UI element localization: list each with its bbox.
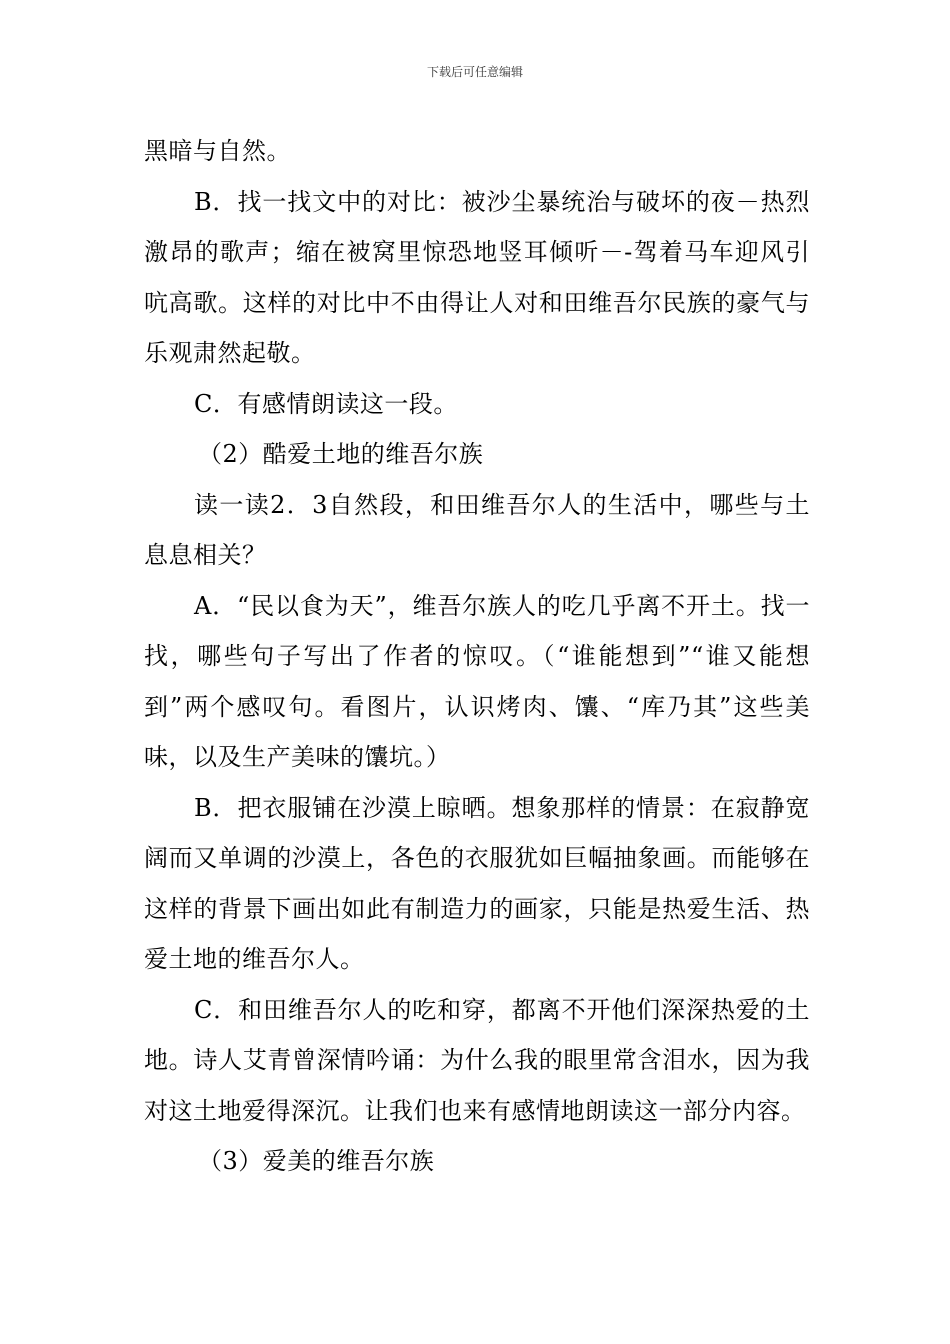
paragraph-clothes: B．把衣服铺在沙漠上晾晒。想象那样的情景：在寂静宽阔而又单调的沙漠上，各色的衣服犹如巨幅抽象画。而能够在这样的背景下画出如此有制造力的画家，只能是热爱生活、热爱土地的维吾尔人。 bbox=[144, 793, 810, 973]
paragraph-contrast: B．找一找文中的对比：被沙尘暴统治与破坏的夜－热烈激昂的歌声；缩在被窝里惊恐地竖耳倾听－-驾着马车迎风引吭高歌。这样的对比中不由得让人对和田维吾尔民族的豪气与乐观肃然起敬。 bbox=[144, 187, 810, 367]
paragraph-continuation: 黑暗与自然。 bbox=[144, 137, 291, 165]
document-body bbox=[144, 126, 810, 1187]
paragraph-poem: C．和田维吾尔人的吃和穿，都离不开他们深深热爱的土地。诗人艾青曾深情吟诵：为什么我的眼里常含泪水，因为我对这土地爱得深沉。让我们也来有感情地朗读这一部分内容。 bbox=[144, 995, 810, 1125]
section-heading-land: （2）酷爱土地的维吾尔族 bbox=[198, 440, 484, 468]
section-heading-beauty: （3）爱美的维吾尔族 bbox=[198, 1147, 435, 1175]
page-header: 下载后可任意编辑 bbox=[426, 65, 523, 79]
paragraph-food: A．“民以食为天”，维吾尔族人的吃几乎离不开土。找一找，哪些句子写出了作者的惊叹。（“谁能想到”“谁又能想到”两个感叹句。看图片，认识烤肉、馕、“库乃其”这些美味，以及生产美味的馕坑。） bbox=[144, 591, 810, 771]
paragraph-question: 读一读2．3自然段，和田维吾尔人的生活中，哪些与土息息相关？ bbox=[144, 490, 810, 569]
paragraph-read-aloud: C．有感情朗读这一段。 bbox=[194, 389, 458, 418]
